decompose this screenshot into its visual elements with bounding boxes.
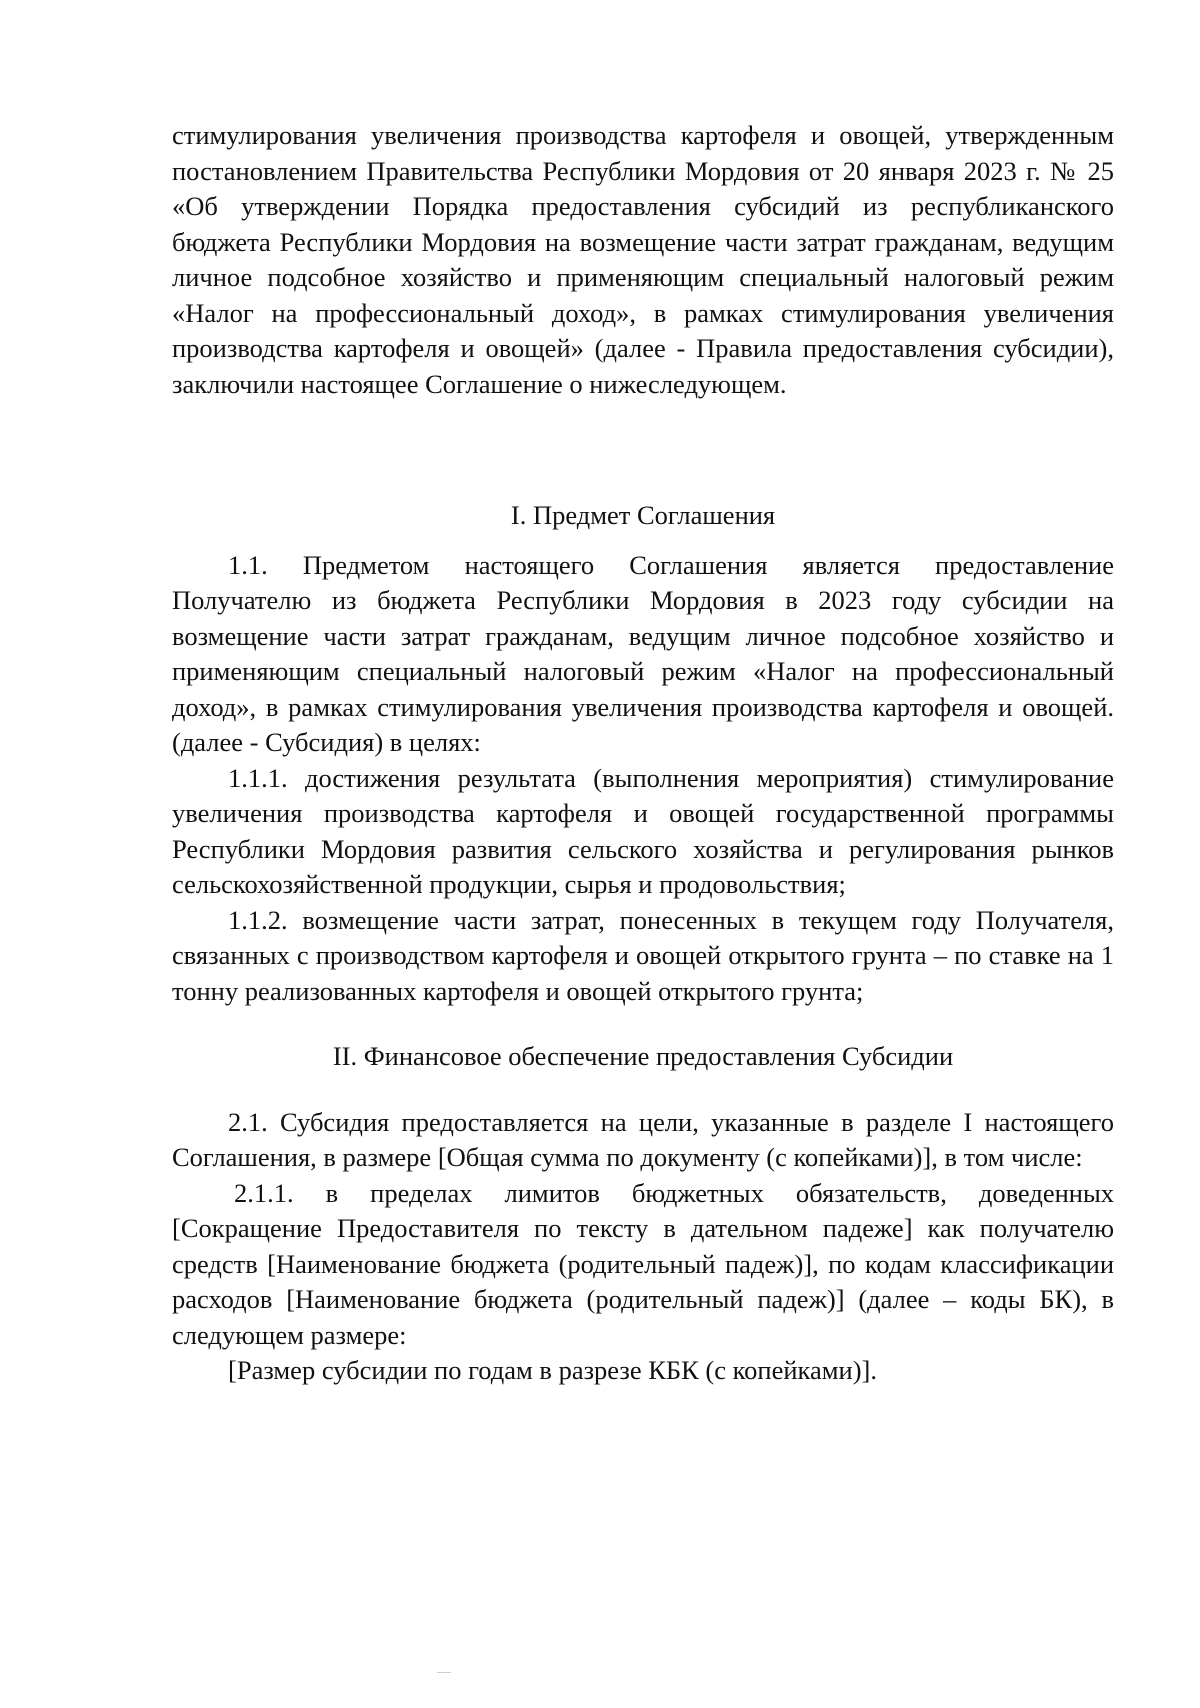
paragraph-1-1-2: 1.1.2. возмещение части затрат, понесенных в текущем году Получателя, связанных с производством картофеля и овощей открытого грунта – по ставке на 1 тонну реализованных картофеля и овощей открытого грунта; [172, 904, 1114, 1006]
spacer [172, 1009, 1114, 1039]
paragraph-1-1: 1.1. Предметом настоящего Соглашения является предоставление Получателю из бюджета Республики Мордовия в 2023 году субсидии на возмещение части затрат гражданам, ведущим личное подсобное хозяйство и применяющим специальный налоговый режим «Налог на профессиональный доход», в рамках стимулирования увеличения производства картофеля и овощей. (далее - Субсидия) в целях: [172, 549, 1114, 757]
section-1-title: I. Предмет Соглашения [510, 500, 776, 530]
document-body [172, 118, 1114, 1389]
scan-speck [437, 1672, 451, 1673]
spacer [172, 402, 1114, 498]
paragraph-2-1-1-amount: [Размер субсидии по годам в разрезе КБК (с копейками)]. [228, 1355, 878, 1385]
paragraph-2-1-1: 2.1.1. в пределах лимитов бюджетных обязательств, доведенных [Сокращение Предоставителя по тексту в дательном падеже] как получателю средств [Наименование бюджета (родительный падеж)], по кодам классификации расходов [Наименование бюджета (родительный падеж)] (далее – коды БК), в следующем размере: [172, 1177, 1114, 1350]
spacer [172, 1075, 1114, 1105]
intro-paragraph: стимулирования увеличения производства картофеля и овощей, утвержденным постановлением Правительства Республики Мордовия от 20 января 2023 г. № 25 «Об утверждении Порядка предоставления субсидий из республиканского бюджета Республики Мордовия на возмещение части затрат гражданам, ведущим личное подсобное хозяйство и применяющим специальный налоговый режим «Налог на профессиональный доход», в рамках стимулирования увеличения производства картофеля и овощей» (далее - Правила предоставления субсидии), заключили настоящее Соглашение о нижеследующем. [172, 120, 1114, 399]
section-2-title: II. Финансовое обеспечение предоставления Субсидии [332, 1041, 954, 1071]
paragraph-1-1-1: 1.1.1. достижения результата (выполнения мероприятия) стимулирование увеличения производства картофеля и овощей государственной программы Республики Мордовия развития сельского хозяйства и регулирования рынков сельскохозяйственной продукции, сырья и продовольствия; [172, 762, 1114, 899]
spacer [172, 534, 1114, 548]
paragraph-2-1: 2.1. Субсидия предоставляется на цели, указанные в разделе I настоящего Соглашения, в размере [Общая сумма по документу (с копейками)], в том числе: [172, 1106, 1114, 1172]
